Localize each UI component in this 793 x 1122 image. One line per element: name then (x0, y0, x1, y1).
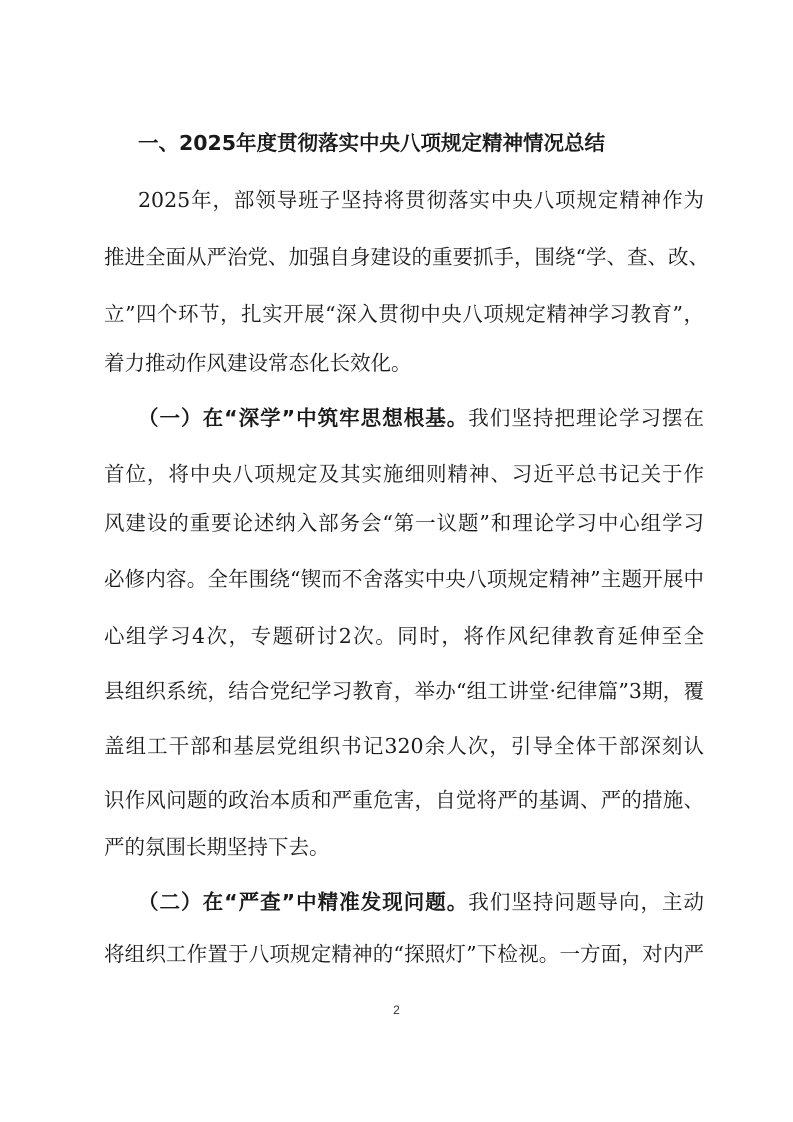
paragraph-line: 推进全面从严治党、加强自身建设的重要抓手，围绕“学、查、改、 (104, 245, 709, 269)
paragraph-text: 我们坚持把理论学习摆在 (468, 406, 705, 430)
page-number: 2 (393, 1003, 400, 1017)
paragraph-line: 着力推动作风建设常态化长效化。 (104, 351, 412, 375)
paragraph-line: 风建设的重要论述纳入部务会“第一议题”和理论学习中心组学习 (104, 511, 704, 535)
section-heading: 一、2025年度贯彻落实中央八项规定精神情况总结 (138, 131, 606, 155)
paragraph-line: 县组织系统，结合党纪学习教育，举办“组工讲堂·纪律篇”3期，覆 (104, 679, 704, 703)
paragraph-line: 盖组工干部和基层党组织书记320余人次，引导全体干部深刻认 (104, 734, 704, 758)
paragraph-line: 立”四个环节，扎实开展“深入贯彻中央八项规定精神学习教育”， (104, 302, 704, 326)
paragraph-line: 将组织工作置于八项规定精神的“探照灯”下检视。一方面，对内严 (104, 942, 704, 966)
paragraph-text: 我们坚持问题导向，主动 (468, 890, 705, 914)
subsection-heading: （一）在“深学”中筑牢思想根基。 (138, 406, 469, 430)
paragraph-line: 必修内容。全年围绕“锲而不舍落实中央八项规定精神”主题开展中 (104, 567, 704, 591)
paragraph-line: 严的氛围长期坚持下去。 (104, 835, 330, 859)
subsection-lead-line (138, 888, 704, 916)
subsection-heading: （二）在“严查”中精准发现问题。 (138, 890, 469, 914)
subsection-lead-line (138, 404, 704, 432)
paragraph-line: 心组学习4次，专题研讨2次。同时，将作风纪律教育延伸至全 (104, 624, 704, 648)
paragraph-line: 2025年，部领导班子坚持将贯彻落实中央八项规定精神作为 (138, 188, 704, 212)
paragraph-line: 首位，将中央八项规定及其实施细则精神、习近平总书记关于作 (104, 462, 704, 486)
paragraph-line: 识作风问题的政治本质和严重危害，自觉将严的基调、严的措施、 (104, 788, 704, 812)
